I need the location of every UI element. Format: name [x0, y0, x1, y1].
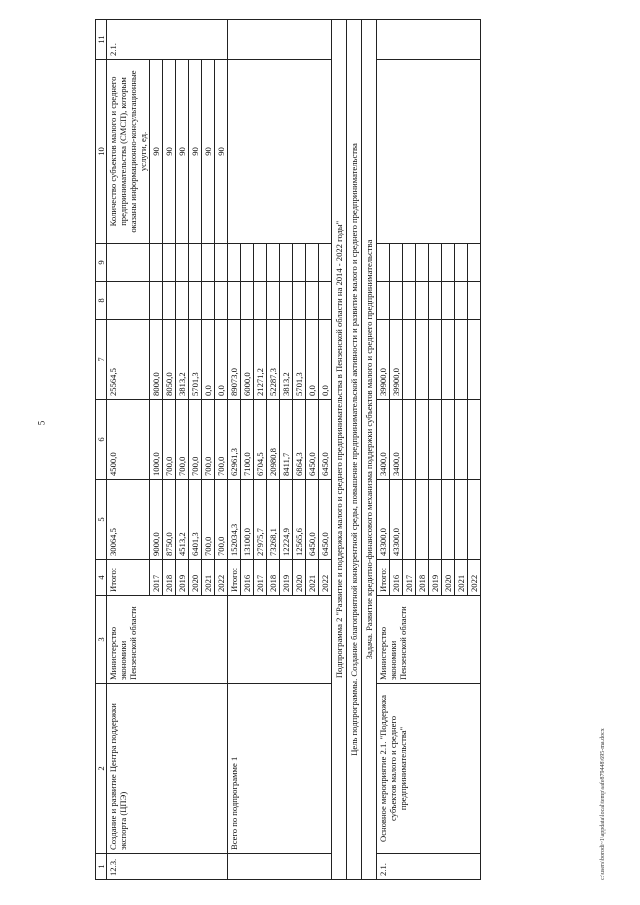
amount: 43300,0: [390, 480, 403, 560]
column-number: 8: [96, 282, 107, 320]
amount: 39900,0: [390, 320, 403, 400]
executor: Министерство экономики Пензенской области: [377, 596, 481, 684]
column-numbers-row: [96, 20, 107, 880]
amount: [468, 282, 481, 320]
column-number: 5: [96, 480, 107, 560]
row-number: 2.1.: [377, 854, 481, 880]
amount: 6401,3: [189, 480, 202, 560]
amount: 5701,3: [293, 320, 306, 400]
amount: 700,0: [202, 400, 215, 480]
year: 2018: [267, 560, 280, 596]
empty-cell: [377, 20, 481, 60]
amount: 6450,0: [319, 480, 332, 560]
amount: [455, 244, 468, 282]
amount: [306, 244, 319, 282]
indicator-value: 90: [202, 60, 215, 244]
total-value: 43300,0: [377, 480, 390, 560]
table-row: [377, 20, 390, 880]
amount: [254, 282, 267, 320]
amount: [442, 320, 455, 400]
column-number: 3: [96, 596, 107, 684]
amount: 3813,2: [176, 320, 189, 400]
year: 2020: [189, 560, 202, 596]
amount: 3400,0: [390, 400, 403, 480]
amount: 8411,7: [280, 400, 293, 480]
column-number: 9: [96, 244, 107, 282]
year: 2020: [442, 560, 455, 596]
amount: 6450,0: [306, 480, 319, 560]
amount: 1000,0: [150, 400, 163, 480]
amount: [215, 282, 228, 320]
year: 2017: [150, 560, 163, 596]
table-row: [347, 20, 362, 880]
amount: 27975,7: [254, 480, 267, 560]
amount: [150, 282, 163, 320]
empty-cell: [377, 60, 481, 244]
total-label: Итого:: [107, 560, 150, 596]
amount: 6704,5: [254, 400, 267, 480]
amount: 12224,9: [280, 480, 293, 560]
column-number: 11: [96, 20, 107, 60]
subtotal-label: Всего по подпрограмме 1: [228, 684, 332, 854]
amount: [403, 244, 416, 282]
year: 2016: [241, 560, 254, 596]
total-value: 39900,0: [377, 320, 390, 400]
total-label: Итого:: [377, 560, 390, 596]
amount: [442, 400, 455, 480]
amount: [455, 480, 468, 560]
amount: [176, 282, 189, 320]
amount: 6450,0: [319, 400, 332, 480]
amount: [468, 244, 481, 282]
amount: 5701,3: [189, 320, 202, 400]
total-value: [228, 282, 241, 320]
total-value: 4500,0: [107, 400, 150, 480]
year: 2020: [293, 560, 306, 596]
amount: [468, 320, 481, 400]
amount: [202, 244, 215, 282]
amount: [241, 244, 254, 282]
amount: 21271,2: [254, 320, 267, 400]
total-value: 152034,3: [228, 480, 241, 560]
empty-cell: [228, 20, 332, 60]
subprogram-task: Задача. Развитие кредитно-финансового механизма поддержки субъектов малого и среднего предпринимательства: [362, 20, 377, 880]
total-value: [377, 282, 390, 320]
amount: [254, 244, 267, 282]
amount: [306, 282, 319, 320]
total-value: [228, 244, 241, 282]
year: 2019: [280, 560, 293, 596]
total-label: Итого:: [228, 560, 241, 596]
amount: 700,0: [176, 400, 189, 480]
amount: [189, 282, 202, 320]
amount: 700,0: [215, 400, 228, 480]
amount: 73268,1: [267, 480, 280, 560]
amount: 8750,0: [163, 480, 176, 560]
total-value: 89073,0: [228, 320, 241, 400]
amount: [202, 282, 215, 320]
indicator-value: 90: [189, 60, 202, 244]
amount: [176, 244, 189, 282]
table-row: [107, 20, 150, 880]
year: 2017: [403, 560, 416, 596]
amount: 6864,3: [293, 400, 306, 480]
amount: [455, 320, 468, 400]
amount: 7100,0: [241, 400, 254, 480]
amount: [280, 244, 293, 282]
amount: [429, 480, 442, 560]
indicator-value: 90: [163, 60, 176, 244]
amount: [429, 400, 442, 480]
amount: [468, 480, 481, 560]
amount: [293, 282, 306, 320]
amount: 8050,0: [163, 320, 176, 400]
page-number: 5: [36, 420, 47, 426]
amount: [442, 480, 455, 560]
row-number: 12.3.: [107, 854, 228, 880]
amount: 0,0: [215, 320, 228, 400]
year: 2022: [215, 560, 228, 596]
amount: 0,0: [306, 320, 319, 400]
year: 2021: [306, 560, 319, 596]
table-row: [228, 20, 241, 880]
amount: [390, 244, 403, 282]
amount: [468, 400, 481, 480]
total-value: [107, 282, 150, 320]
amount: [215, 244, 228, 282]
amount: [416, 282, 429, 320]
year: 2018: [416, 560, 429, 596]
amount: [442, 244, 455, 282]
column-number: 2: [96, 684, 107, 854]
amount: [403, 320, 416, 400]
empty-cell: [228, 596, 332, 684]
amount: 6000,0: [241, 320, 254, 400]
indicator-value: 90: [150, 60, 163, 244]
amount: 700,0: [215, 480, 228, 560]
year: 2021: [455, 560, 468, 596]
column-number: 7: [96, 320, 107, 400]
amount: 4513,2: [176, 480, 189, 560]
amount: 12565,6: [293, 480, 306, 560]
amount: [429, 320, 442, 400]
indicator-number: 2.1.: [107, 20, 228, 60]
column-number: 6: [96, 400, 107, 480]
year: 2019: [176, 560, 189, 596]
amount: [280, 282, 293, 320]
amount: 8000,0: [150, 320, 163, 400]
amount: [150, 244, 163, 282]
indicator-value: 90: [215, 60, 228, 244]
amount: 0,0: [202, 320, 215, 400]
amount: [163, 282, 176, 320]
amount: [455, 400, 468, 480]
rotated-page: [95, 20, 605, 880]
amount: [189, 244, 202, 282]
amount: 700,0: [163, 400, 176, 480]
activity-name: Создание и развитие Центра поддержки экспорта (ЦПЭ): [107, 684, 228, 854]
amount: 700,0: [202, 480, 215, 560]
column-number: 10: [96, 60, 107, 244]
amount: [403, 480, 416, 560]
amount: [429, 244, 442, 282]
year: 2016: [390, 560, 403, 596]
total-value: 25564,5: [107, 320, 150, 400]
amount: [293, 244, 306, 282]
total-value: 62961,3: [228, 400, 241, 480]
amount: [267, 282, 280, 320]
year: 2022: [319, 560, 332, 596]
amount: 700,0: [189, 400, 202, 480]
amount: [267, 244, 280, 282]
year: 2017: [254, 560, 267, 596]
total-value: [377, 244, 390, 282]
column-number: 4: [96, 560, 107, 596]
amount: [390, 282, 403, 320]
activity-name: Основное мероприятие 2.1. "Поддержка субъектов малого и среднего предпринимательства": [377, 684, 481, 854]
budget-table: [95, 19, 481, 880]
amount: [319, 244, 332, 282]
total-value: 30064,5: [107, 480, 150, 560]
amount: [163, 244, 176, 282]
amount: 52287,3: [267, 320, 280, 400]
empty-cell: [228, 60, 332, 244]
amount: [319, 282, 332, 320]
indicator-value: 90: [176, 60, 189, 244]
executor: Министерство экономики Пензенской области: [107, 596, 228, 684]
amount: [416, 320, 429, 400]
year: 2021: [202, 560, 215, 596]
amount: [403, 400, 416, 480]
year: 2022: [468, 560, 481, 596]
subprogram-title: Подпрограмма 2 "Развитие и поддержка малого и среднего предпринимательства в Пензенской области на 2014 - 2022 годы": [332, 20, 347, 880]
amount: 13100,0: [241, 480, 254, 560]
file-path: c:\users\borodi~1\appdata\local\temp\safe879448\695-ma.docx: [600, 728, 606, 880]
amount: [442, 282, 455, 320]
amount: [429, 282, 442, 320]
amount: [416, 400, 429, 480]
empty-cell: [228, 854, 332, 880]
amount: 20980,8: [267, 400, 280, 480]
amount: [455, 282, 468, 320]
amount: [241, 282, 254, 320]
amount: [416, 480, 429, 560]
total-value: 3400,0: [377, 400, 390, 480]
table-row: [332, 20, 347, 880]
year: 2019: [429, 560, 442, 596]
table-row: [362, 20, 377, 880]
amount: 9000,0: [150, 480, 163, 560]
amount: [403, 282, 416, 320]
column-number: 1: [96, 854, 107, 880]
amount: 6450,0: [306, 400, 319, 480]
year: 2018: [163, 560, 176, 596]
total-value: [107, 244, 150, 282]
amount: 0,0: [319, 320, 332, 400]
subprogram-goal: Цель подпрограммы. Создание благоприятной конкурентной среды, повышение предпринимательской активности и развитие малого и среднего предпринимательства: [347, 20, 362, 880]
amount: [416, 244, 429, 282]
indicator-name: Количество субъектов малого и среднего предпринимательства (СМСП), которым оказаны информационно-консультационные услуги, ед.: [107, 60, 150, 244]
amount: 3813,2: [280, 320, 293, 400]
